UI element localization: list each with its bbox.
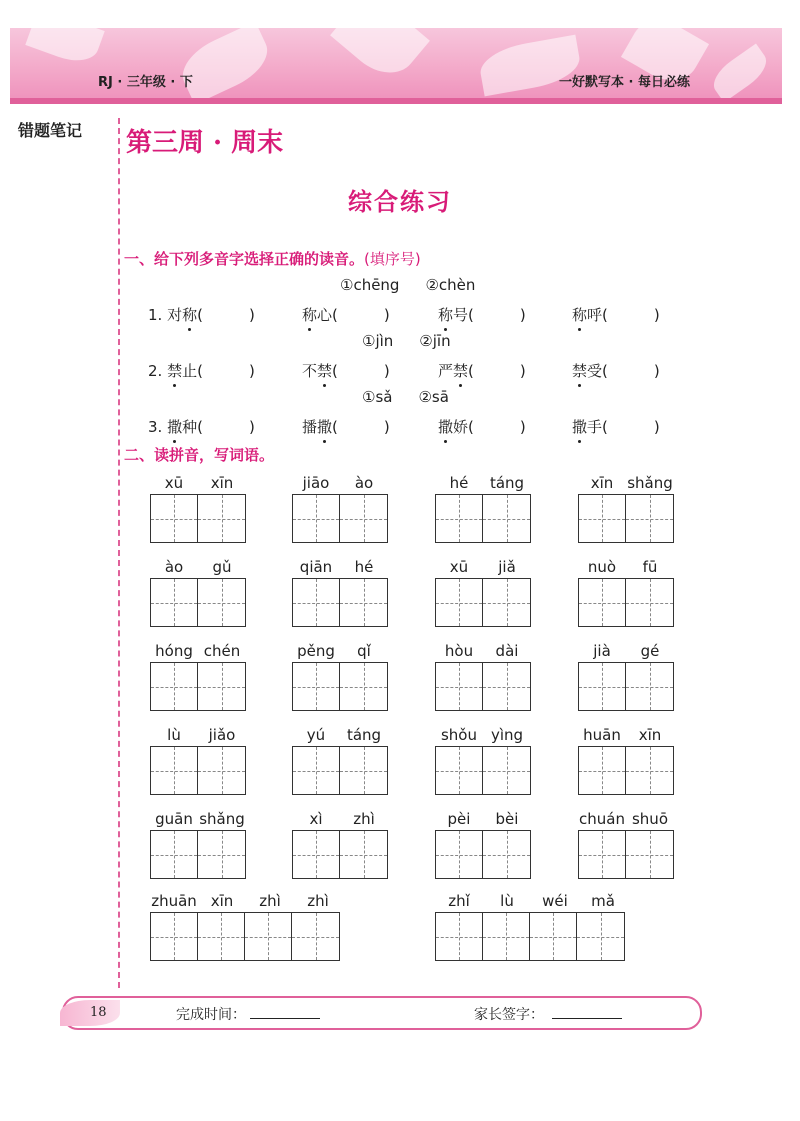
char-box[interactable]	[626, 579, 673, 626]
char-box[interactable]	[626, 831, 673, 878]
char-box[interactable]	[626, 495, 673, 542]
pinyin-option: ①sǎ	[362, 388, 393, 406]
char-box[interactable]	[626, 663, 673, 710]
section2-heading: 二、读拼音，写词语。	[124, 446, 275, 464]
pinyin-syllable: shǎng	[627, 474, 673, 492]
pinyin-syllable: wéi	[542, 892, 568, 910]
word-grid	[150, 726, 246, 795]
char-boxes	[435, 912, 625, 961]
char-boxes	[578, 578, 674, 627]
pinyin-syllable: xì	[309, 810, 323, 828]
char-boxes	[578, 494, 674, 543]
pinyin-line	[578, 726, 674, 746]
char-box[interactable]	[340, 663, 387, 710]
pinyin-syllable: mǎ	[591, 892, 615, 910]
dotted-char: 禁	[572, 362, 588, 380]
char-box[interactable]	[483, 831, 530, 878]
dotted-char: 撒	[317, 418, 333, 436]
char-box[interactable]	[579, 663, 626, 710]
word-grid	[435, 474, 531, 543]
pinyin-syllable: chuán	[579, 810, 625, 828]
answer-paren[interactable]: ( )	[602, 362, 660, 380]
char-boxes	[150, 912, 340, 961]
char-box[interactable]	[530, 913, 577, 960]
pinyin-options	[340, 276, 501, 294]
word-suffix: 呼	[587, 306, 603, 324]
question-row	[148, 416, 688, 440]
pinyin-line	[292, 642, 388, 662]
char-box[interactable]	[151, 579, 198, 626]
char-box[interactable]	[483, 913, 530, 960]
pinyin-syllable: gé	[640, 642, 660, 660]
char-box[interactable]	[151, 913, 198, 960]
char-box[interactable]	[436, 747, 483, 794]
pinyin-syllable: xū	[164, 474, 184, 492]
char-boxes	[435, 662, 531, 711]
question-item	[438, 304, 526, 325]
pinyin-option: ②jīn	[419, 332, 451, 350]
answer-paren[interactable]: ( )	[197, 418, 255, 436]
char-boxes	[578, 746, 674, 795]
word-suffix: 娇	[453, 418, 469, 436]
pinyin-line	[292, 726, 388, 746]
word-suffix: 止	[182, 362, 198, 380]
word-grid	[292, 810, 388, 879]
pinyin-syllable: zhì	[353, 810, 375, 828]
word-suffix: 心	[317, 306, 333, 324]
char-box[interactable]	[198, 831, 245, 878]
pinyin-line	[578, 558, 674, 578]
answer-paren[interactable]: ( )	[602, 418, 660, 436]
question-item	[302, 304, 390, 325]
char-box[interactable]	[151, 747, 198, 794]
completion-time-field[interactable]	[250, 1018, 320, 1019]
pinyin-syllable: pěng	[297, 642, 335, 660]
pinyin-line	[292, 558, 388, 578]
dotted-char: 称	[182, 306, 198, 324]
pinyin-syllable: xīn	[210, 892, 234, 910]
dotted-char: 称	[302, 306, 318, 324]
pinyin-line	[150, 558, 246, 578]
char-box[interactable]	[293, 747, 340, 794]
question-item	[572, 416, 660, 437]
question-item	[572, 360, 660, 381]
pinyin-syllable: jiǎ	[498, 558, 516, 576]
pinyin-syllable: xīn	[590, 474, 614, 492]
pinyin-syllable: shǒu	[440, 726, 477, 744]
header-left-text: RJ · 三年级 · 下	[98, 75, 193, 90]
pinyin-syllable: xīn	[210, 474, 234, 492]
char-boxes	[292, 662, 388, 711]
question-item	[148, 304, 255, 325]
char-boxes	[435, 494, 531, 543]
word-grid	[292, 726, 388, 795]
dotted-char: 禁	[167, 362, 183, 380]
char-box[interactable]	[293, 831, 340, 878]
char-box[interactable]	[198, 495, 245, 542]
word-suffix: 种	[182, 418, 198, 436]
char-box[interactable]	[198, 747, 245, 794]
word-grid	[150, 474, 246, 543]
pinyin-line	[578, 474, 674, 494]
pinyin-syllable: táng	[346, 726, 382, 744]
char-box[interactable]	[436, 579, 483, 626]
char-boxes	[435, 830, 531, 879]
char-box[interactable]	[483, 495, 530, 542]
pinyin-syllable: zhì	[307, 892, 329, 910]
pinyin-syllable: hòu	[444, 642, 474, 660]
pinyin-syllable: qǐ	[357, 642, 371, 660]
char-box[interactable]	[436, 831, 483, 878]
pinyin-line	[150, 642, 246, 662]
word-prefix: 对	[167, 306, 183, 324]
char-box[interactable]	[579, 579, 626, 626]
pinyin-line	[435, 892, 625, 912]
word-grid	[150, 558, 246, 627]
char-box[interactable]	[293, 663, 340, 710]
char-box[interactable]	[579, 831, 626, 878]
char-boxes	[292, 830, 388, 879]
parent-signature-label: 家长签字：	[474, 1007, 544, 1023]
answer-paren[interactable]: ( )	[468, 418, 526, 436]
char-box[interactable]	[245, 913, 292, 960]
pinyin-syllable: huān	[583, 726, 621, 744]
word-suffix: 号	[453, 306, 469, 324]
char-box[interactable]	[151, 495, 198, 542]
pinyin-syllable: jià	[593, 642, 611, 660]
char-box[interactable]	[577, 913, 624, 960]
pinyin-line	[435, 474, 531, 494]
char-box[interactable]	[198, 663, 245, 710]
pinyin-line	[578, 810, 674, 830]
word-grid	[435, 810, 531, 879]
pinyin-syllable: lù	[167, 726, 181, 744]
char-boxes	[578, 830, 674, 879]
char-boxes	[150, 662, 246, 711]
char-box[interactable]	[151, 663, 198, 710]
char-box[interactable]	[436, 495, 483, 542]
char-box[interactable]	[626, 747, 673, 794]
word-prefix: 播	[302, 418, 318, 436]
question-item	[572, 304, 660, 325]
dotted-char: 禁	[453, 362, 469, 380]
pinyin-line	[435, 642, 531, 662]
pinyin-syllable: ào	[164, 558, 184, 576]
word-prefix: 不	[302, 362, 318, 380]
pinyin-syllable: fū	[642, 558, 658, 576]
word-grid	[435, 726, 531, 795]
char-box[interactable]	[340, 579, 387, 626]
main-title: 综合练习	[348, 188, 452, 216]
pinyin-syllable: gǔ	[212, 558, 232, 576]
pinyin-syllable: pèi	[447, 810, 471, 828]
pinyin-line	[150, 892, 340, 912]
pinyin-syllable: xū	[449, 558, 469, 576]
pinyin-syllable: guān	[155, 810, 193, 828]
dotted-char: 撒	[572, 418, 588, 436]
dotted-char: 称	[438, 306, 454, 324]
header-right-text: 一好默写本 · 每日必练	[559, 75, 690, 90]
pinyin-syllable: dài	[495, 642, 519, 660]
word-suffix: 手	[587, 418, 603, 436]
section1-heading-text: 一、给下列多音字选择正确的读音。	[124, 250, 365, 268]
char-boxes	[150, 578, 246, 627]
char-boxes	[292, 578, 388, 627]
pinyin-syllable: qiān	[299, 558, 333, 576]
word-prefix: 严	[438, 362, 454, 380]
pinyin-syllable: yú	[306, 726, 326, 744]
pinyin-option: ②sā	[418, 388, 449, 406]
word-grid	[150, 642, 246, 711]
answer-paren[interactable]: ( )	[197, 362, 255, 380]
question-item	[148, 360, 255, 381]
answer-paren[interactable]: ( )	[602, 306, 660, 324]
char-box[interactable]	[198, 913, 245, 960]
pinyin-option: ①chēng	[340, 276, 400, 294]
char-box[interactable]	[198, 579, 245, 626]
pinyin-options	[362, 388, 475, 406]
char-box[interactable]	[293, 579, 340, 626]
answer-paren[interactable]: ( )	[332, 418, 390, 436]
question-number: 2.	[148, 362, 163, 380]
pinyin-syllable: lù	[500, 892, 514, 910]
word-grid	[578, 474, 674, 543]
char-boxes	[292, 746, 388, 795]
word-grid	[292, 558, 388, 627]
pinyin-syllable: hóng	[155, 642, 193, 660]
pinyin-syllable: bèi	[495, 810, 519, 828]
header-banner	[10, 28, 782, 104]
question-number: 1.	[148, 306, 163, 324]
pinyin-line	[292, 810, 388, 830]
word-grid	[578, 726, 674, 795]
char-box[interactable]	[483, 663, 530, 710]
pinyin-option: ①jìn	[362, 332, 394, 350]
pinyin-syllable: zhuān	[151, 892, 197, 910]
completion-time-label: 完成时间：	[176, 1007, 246, 1023]
pinyin-syllable: nuò	[587, 558, 617, 576]
word-suffix: 受	[587, 362, 603, 380]
pinyin-line	[150, 810, 246, 830]
dotted-char: 称	[572, 306, 588, 324]
pinyin-syllable: jiǎo	[208, 726, 236, 744]
word-grid	[578, 558, 674, 627]
section1-note: (填序号)	[364, 250, 421, 268]
pinyin-line	[578, 642, 674, 662]
margin-divider	[118, 118, 120, 988]
answer-paren[interactable]: ( )	[468, 362, 526, 380]
word-grid	[150, 810, 246, 879]
word-grid	[435, 892, 625, 961]
char-box[interactable]	[340, 495, 387, 542]
pinyin-line	[150, 474, 246, 494]
pinyin-option: ②chèn	[425, 276, 476, 294]
answer-paren[interactable]: ( )	[332, 306, 390, 324]
question-row	[148, 304, 688, 328]
pinyin-syllable: shǎng	[199, 810, 245, 828]
word-grid	[578, 642, 674, 711]
char-box[interactable]	[483, 747, 530, 794]
pinyin-line	[150, 726, 246, 746]
pinyin-line	[435, 726, 531, 746]
pinyin-syllable: jiāo	[302, 474, 330, 492]
word-grid	[435, 558, 531, 627]
char-box[interactable]	[292, 913, 339, 960]
char-boxes	[150, 830, 246, 879]
pinyin-syllable: yìng	[490, 726, 524, 744]
char-boxes	[435, 578, 531, 627]
question-item	[302, 360, 390, 381]
char-box[interactable]	[483, 579, 530, 626]
char-boxes	[578, 662, 674, 711]
char-boxes	[292, 494, 388, 543]
question-item	[302, 416, 390, 437]
answer-paren[interactable]: ( )	[468, 306, 526, 324]
pinyin-options	[362, 332, 477, 350]
question-item	[438, 360, 526, 381]
pinyin-syllable: hé	[449, 474, 469, 492]
char-boxes	[435, 746, 531, 795]
word-grid	[292, 642, 388, 711]
pinyin-syllable: hé	[354, 558, 374, 576]
char-box[interactable]	[340, 747, 387, 794]
question-item	[148, 416, 255, 437]
dotted-char: 禁	[317, 362, 333, 380]
char-box[interactable]	[340, 831, 387, 878]
pinyin-syllable: xīn	[638, 726, 662, 744]
pinyin-syllable: chén	[203, 642, 241, 660]
dotted-char: 撒	[438, 418, 454, 436]
answer-paren[interactable]: ( )	[197, 306, 255, 324]
question-item	[438, 416, 526, 437]
pinyin-line	[435, 558, 531, 578]
pinyin-syllable: zhì	[259, 892, 281, 910]
page-number: 18	[90, 1005, 107, 1020]
parent-signature-field[interactable]	[552, 1018, 622, 1019]
char-box[interactable]	[579, 495, 626, 542]
word-grid	[435, 642, 531, 711]
char-box[interactable]	[436, 663, 483, 710]
word-grid	[150, 892, 340, 961]
pinyin-syllable: zhǐ	[448, 892, 470, 910]
word-grid	[578, 810, 674, 879]
char-box[interactable]	[579, 747, 626, 794]
pinyin-line	[435, 810, 531, 830]
footer-bar	[62, 996, 702, 1030]
question-row	[148, 360, 688, 384]
word-grid	[292, 474, 388, 543]
pinyin-syllable: shuō	[631, 810, 668, 828]
pinyin-line	[292, 474, 388, 494]
pinyin-syllable: táng	[489, 474, 525, 492]
question-number: 3.	[148, 418, 163, 436]
answer-paren[interactable]: ( )	[332, 362, 390, 380]
pinyin-syllable: ào	[354, 474, 374, 492]
char-boxes	[150, 494, 246, 543]
char-box[interactable]	[293, 495, 340, 542]
week-title: 第三周 · 周末	[126, 128, 284, 158]
char-box[interactable]	[151, 831, 198, 878]
char-boxes	[150, 746, 246, 795]
dotted-char: 撒	[167, 418, 183, 436]
notes-label: 错题笔记	[18, 121, 83, 140]
section1-heading	[124, 248, 421, 269]
char-box[interactable]	[436, 913, 483, 960]
